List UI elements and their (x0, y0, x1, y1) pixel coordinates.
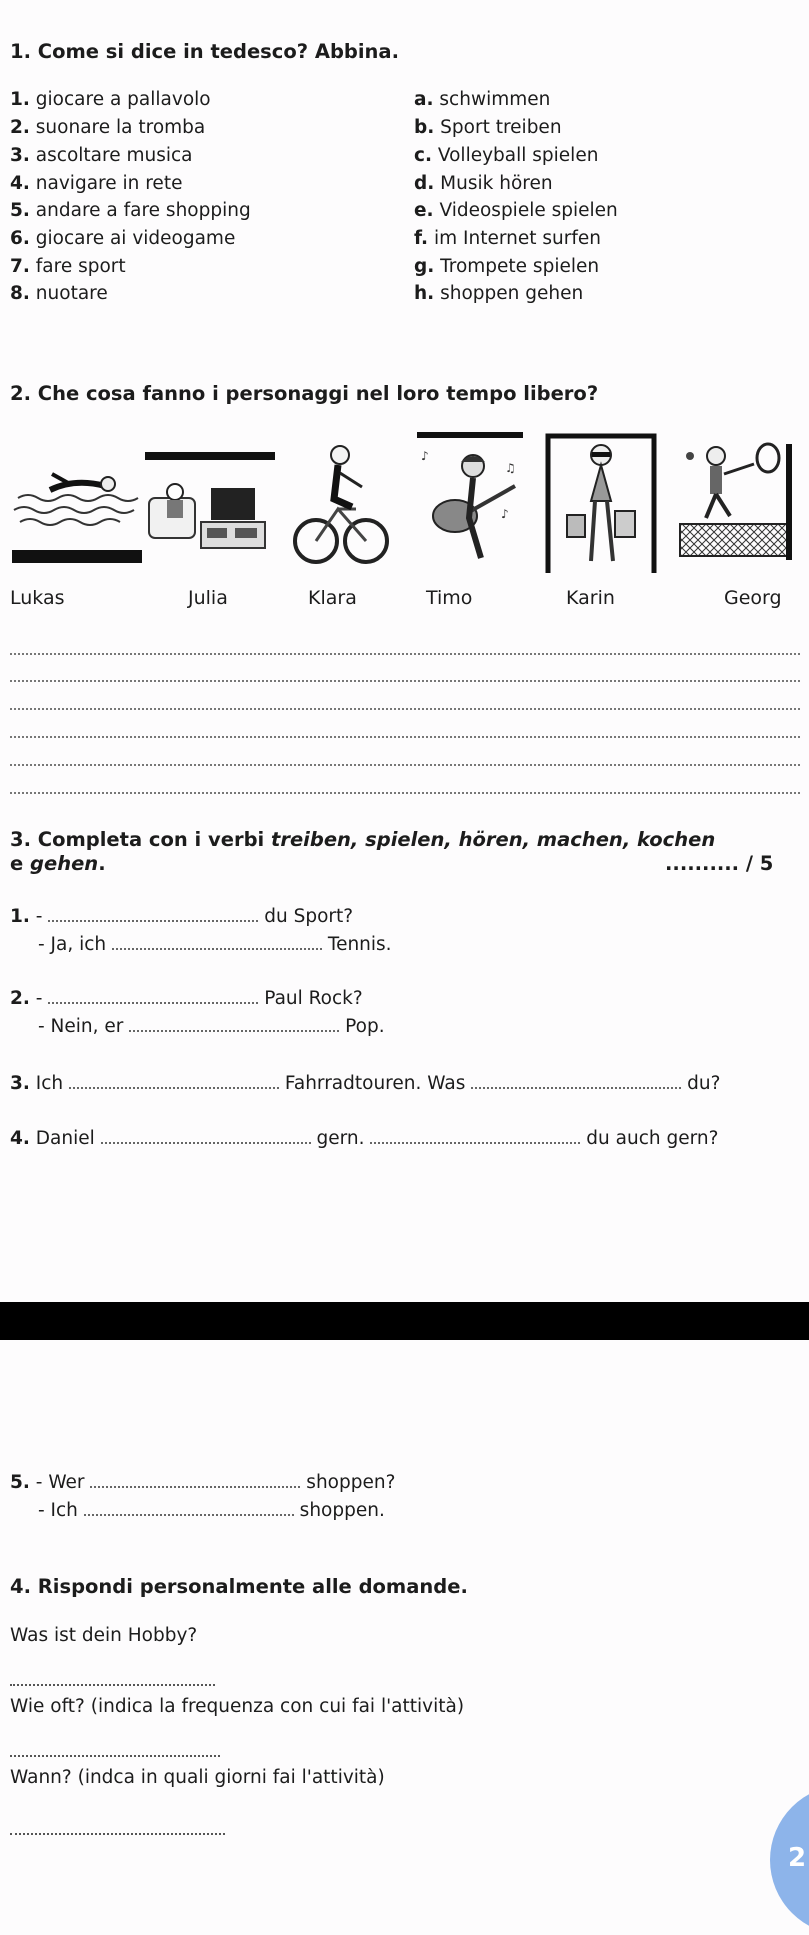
answer-line[interactable] (10, 1755, 220, 1757)
swimmer-illustration (10, 440, 145, 565)
svg-text:♫: ♫ (505, 461, 516, 475)
list-item: a. schwimmen (414, 89, 551, 110)
ex4-question-days: Wann? (indca in quali giorni fai l'attività) (10, 1767, 385, 1788)
ex4-question-hobby: Was ist dein Hobby? (10, 1625, 198, 1646)
blank-field[interactable] (112, 947, 322, 950)
blank-field[interactable] (101, 1141, 311, 1144)
black-band (0, 1302, 809, 1340)
q1-line-a: 1. - du Sport? (10, 906, 354, 927)
svg-text:♪: ♪ (421, 449, 429, 463)
shopper-illustration (545, 433, 657, 573)
answer-line[interactable] (10, 708, 800, 710)
answer-line[interactable] (10, 736, 800, 738)
blank-field[interactable] (471, 1086, 681, 1089)
name-georg: Georg (724, 587, 782, 609)
name-karin: Karin (566, 587, 615, 609)
answer-line[interactable] (10, 792, 800, 794)
list-item: 5. andare a fare shopping (10, 200, 251, 221)
tennis-player-illustration (678, 440, 793, 565)
q2-line-b: - Nein, er Pop. (38, 1016, 385, 1037)
list-item: 7. fare sport (10, 256, 126, 277)
q4-line: 4. Daniel gern. du auch gern? (10, 1128, 719, 1149)
q5-line-a: 5. - Wer shoppen? (10, 1472, 396, 1493)
blank-field[interactable] (48, 1001, 258, 1004)
ex2-title: 2. Che cosa fanno i personaggi nel loro tempo libero? (10, 382, 599, 405)
answer-line[interactable] (10, 1684, 215, 1686)
answer-line[interactable] (10, 764, 800, 766)
svg-text:♪: ♪ (501, 507, 509, 521)
q2-line-a: 2. - Paul Rock? (10, 988, 363, 1009)
list-item: g. Trompete spielen (414, 256, 600, 277)
guitarist-illustration (415, 430, 525, 570)
page-number: 2 (788, 1843, 807, 1873)
list-item: 3. ascoltare musica (10, 145, 193, 166)
ex3-title: 3. Completa con i verbi treiben, spielen, hören, machen, kochen (10, 828, 716, 851)
ex1-title: 1. Come si dice in tedesco? Abbina. (10, 40, 399, 63)
ex4-title: 4. Rispondi personalmente alle domande. (10, 1575, 468, 1598)
name-timo: Timo (426, 587, 473, 609)
ex3-title-line2: e gehen. (10, 852, 106, 875)
answer-line[interactable] (10, 1833, 225, 1835)
name-julia: Julia (188, 587, 228, 609)
cyclist-illustration (290, 443, 390, 568)
list-item: 1. giocare a pallavolo (10, 89, 211, 110)
list-item: f. im Internet surfen (414, 228, 601, 249)
list-item: b. Sport treiben (414, 117, 562, 138)
list-item: d. Musik hören (414, 173, 553, 194)
score-box: .......... / 5 (665, 852, 774, 875)
list-item: e. Videospiele spielen (414, 200, 618, 221)
blank-field[interactable] (48, 919, 258, 922)
name-klara: Klara (308, 587, 357, 609)
blank-field[interactable] (90, 1485, 300, 1488)
tv-gamer-illustration (145, 452, 277, 562)
name-lukas: Lukas (10, 587, 65, 609)
list-item: 8. nuotare (10, 283, 108, 304)
answer-line[interactable] (10, 653, 800, 655)
q3-line: 3. Ich Fahrradtouren. Was du? (10, 1073, 721, 1094)
q1-line-b: - Ja, ich Tennis. (38, 934, 392, 955)
blank-field[interactable] (370, 1141, 580, 1144)
ex4-question-frequency: Wie oft? (indica la frequenza con cui fai l'attività) (10, 1696, 465, 1717)
answer-line[interactable] (10, 680, 800, 682)
blank-field[interactable] (129, 1029, 339, 1032)
list-item: 6. giocare ai videogame (10, 228, 236, 249)
blank-field[interactable] (84, 1513, 294, 1516)
blank-field[interactable] (69, 1086, 279, 1089)
list-item: c. Volleyball spielen (414, 145, 599, 166)
list-item: 4. navigare in rete (10, 173, 183, 194)
list-item: h. shoppen gehen (414, 283, 584, 304)
q5-line-b: - Ich shoppen. (38, 1500, 385, 1521)
list-item: 2. suonare la tromba (10, 117, 206, 138)
